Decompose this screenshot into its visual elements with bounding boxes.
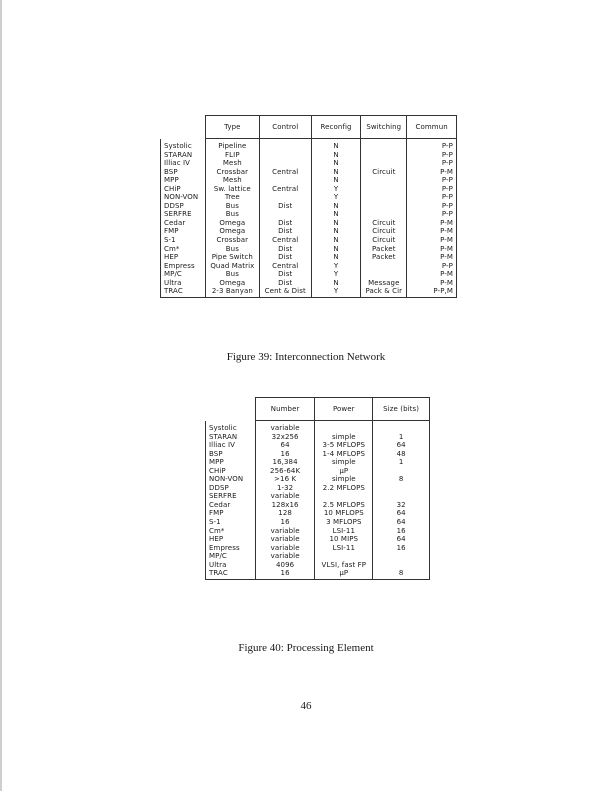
switching-cell: Circuit [361, 236, 407, 245]
power-cell: simple [315, 433, 373, 442]
reconfig-cell: N [311, 245, 361, 254]
machine-cell: NON-VON [206, 475, 256, 484]
control-cell [259, 139, 311, 151]
number-cell: variable [255, 492, 315, 501]
reconfig-cell: N [311, 219, 361, 228]
number-cell: 16 [255, 450, 315, 459]
machine-cell: Cm* [161, 245, 206, 254]
reconfig-cell: N [311, 151, 361, 160]
number-cell: variable [255, 544, 315, 553]
switching-cell [361, 159, 407, 168]
commun-cell: P-P [407, 193, 457, 202]
table-row [161, 287, 457, 297]
size-cell: 32 [373, 501, 430, 510]
power-cell: simple [315, 475, 373, 484]
machine-cell: HEP [206, 535, 256, 544]
table-row [161, 253, 457, 262]
table-row [206, 484, 430, 493]
table-row [206, 433, 430, 442]
interconnection-network-table [160, 115, 457, 298]
reconfig-cell: Y [311, 185, 361, 194]
size-cell: 64 [373, 441, 430, 450]
table-header-row [161, 116, 457, 139]
type-cell: 2-3 Banyan [205, 287, 259, 297]
size-cell [373, 484, 430, 493]
machine-cell: BSP [161, 168, 206, 177]
type-cell: Quad Matrix [205, 262, 259, 271]
table-row [161, 245, 457, 254]
reconfig-cell: N [311, 279, 361, 288]
machine-cell: Ultra [161, 279, 206, 288]
table-row [206, 492, 430, 501]
power-cell: 10 MFLOPS [315, 509, 373, 518]
machine-cell: MPP [206, 458, 256, 467]
number-cell: variable [255, 527, 315, 536]
machine-cell: Systolic [161, 139, 206, 151]
number-cell: 1-32 [255, 484, 315, 493]
commun-cell: P-M [407, 253, 457, 262]
control-cell [259, 193, 311, 202]
table-row [161, 236, 457, 245]
machine-cell: MPP [161, 176, 206, 185]
machine-cell: Illiac IV [206, 441, 256, 450]
switching-cell [361, 270, 407, 279]
reconfig-cell: N [311, 210, 361, 219]
table-row [161, 185, 457, 194]
table-row [161, 202, 457, 211]
switching-cell [361, 210, 407, 219]
reconfig-cell: N [311, 253, 361, 262]
type-cell: Crossbar [205, 236, 259, 245]
commun-cell: P-M [407, 168, 457, 177]
reconfig-cell: Y [311, 262, 361, 271]
commun-cell: P-P [407, 139, 457, 151]
table-row [206, 509, 430, 518]
reconfig-cell: N [311, 168, 361, 177]
commun-cell: P-M [407, 270, 457, 279]
header-cell-blank [206, 398, 256, 421]
commun-cell: P-M [407, 279, 457, 288]
machine-cell: TRAC [206, 569, 256, 579]
power-cell: µP [315, 467, 373, 476]
table-row [161, 279, 457, 288]
type-cell: Crossbar [205, 168, 259, 177]
switching-cell [361, 262, 407, 271]
size-cell [373, 421, 430, 433]
number-cell: 16 [255, 518, 315, 527]
switching-cell: Circuit [361, 227, 407, 236]
number-cell: 64 [255, 441, 315, 450]
reconfig-cell: N [311, 202, 361, 211]
table-row [206, 458, 430, 467]
machine-cell: FMP [206, 509, 256, 518]
size-cell: 64 [373, 535, 430, 544]
switching-cell [361, 139, 407, 151]
commun-cell: P-P [407, 262, 457, 271]
table-row [206, 475, 430, 484]
size-cell: 16 [373, 527, 430, 536]
table-row [161, 210, 457, 219]
power-cell [315, 421, 373, 433]
type-cell: Pipeline [205, 139, 259, 151]
page-number: 46 [300, 700, 312, 712]
table-row [206, 450, 430, 459]
machine-cell: SERFRE [206, 492, 256, 501]
control-cell: Cent & Dist [259, 287, 311, 297]
table-row [206, 544, 430, 553]
reconfig-cell: N [311, 159, 361, 168]
header-cell-power: Power [315, 398, 373, 421]
type-cell: Pipe Switch [205, 253, 259, 262]
power-cell [315, 492, 373, 501]
power-cell: simple [315, 458, 373, 467]
header-cell-blank [161, 116, 206, 139]
machine-cell: TRAC [161, 287, 206, 297]
machine-cell: Ultra [206, 561, 256, 570]
machine-cell: S-1 [161, 236, 206, 245]
figure-39-caption: Figure 39: Interconnection Network [226, 351, 386, 363]
control-cell [259, 159, 311, 168]
table-row [206, 518, 430, 527]
control-cell: Central [259, 168, 311, 177]
commun-cell: P-P [407, 185, 457, 194]
table-row [161, 262, 457, 271]
commun-cell: P-P [407, 202, 457, 211]
size-cell [373, 467, 430, 476]
machine-cell: Cedar [161, 219, 206, 228]
table-row [161, 139, 457, 151]
commun-cell: P-M [407, 219, 457, 228]
number-cell: >16 K [255, 475, 315, 484]
table-row [161, 193, 457, 202]
switching-cell [361, 185, 407, 194]
table-header-row [206, 398, 430, 421]
commun-cell: P-P [407, 176, 457, 185]
commun-cell: P-M [407, 245, 457, 254]
number-cell: 32x256 [255, 433, 315, 442]
header-cell-type: Type [205, 116, 259, 139]
reconfig-cell: Y [311, 287, 361, 297]
control-cell: Central [259, 236, 311, 245]
switching-cell: Packet [361, 245, 407, 254]
number-cell: variable [255, 552, 315, 561]
number-cell: 128x16 [255, 501, 315, 510]
machine-cell: FMP [161, 227, 206, 236]
size-cell: 64 [373, 518, 430, 527]
switching-cell: Packet [361, 253, 407, 262]
type-cell: Tree [205, 193, 259, 202]
commun-cell: P-P [407, 151, 457, 160]
table-row [206, 527, 430, 536]
machine-cell: Empress [206, 544, 256, 553]
number-cell: 16,384 [255, 458, 315, 467]
type-cell: Bus [205, 270, 259, 279]
switching-cell: Pack & Cir [361, 287, 407, 297]
size-cell: 1 [373, 433, 430, 442]
power-cell: LSI-11 [315, 527, 373, 536]
size-cell: 64 [373, 509, 430, 518]
table-row [161, 151, 457, 160]
table-row [161, 219, 457, 228]
table-row [161, 227, 457, 236]
type-cell: Bus [205, 202, 259, 211]
switching-cell [361, 202, 407, 211]
number-cell: variable [255, 535, 315, 544]
type-cell: Sw. lattice [205, 185, 259, 194]
switching-cell [361, 193, 407, 202]
type-cell: Mesh [205, 159, 259, 168]
commun-cell: P-P [407, 159, 457, 168]
reconfig-cell: N [311, 176, 361, 185]
power-cell: µP [315, 569, 373, 579]
table-row [161, 270, 457, 279]
switching-cell [361, 176, 407, 185]
size-cell: 16 [373, 544, 430, 553]
control-cell: Dist [259, 279, 311, 288]
table-row [206, 552, 430, 561]
reconfig-cell: Y [311, 193, 361, 202]
header-cell-size: Size (bits) [373, 398, 430, 421]
control-cell: Dist [259, 219, 311, 228]
number-cell: 256-64K [255, 467, 315, 476]
machine-cell: MP/C [161, 270, 206, 279]
machine-cell: STARAN [206, 433, 256, 442]
power-cell [315, 552, 373, 561]
control-cell [259, 210, 311, 219]
machine-cell: CHiP [206, 467, 256, 476]
table-row [206, 467, 430, 476]
switching-cell: Message [361, 279, 407, 288]
type-cell: FLIP [205, 151, 259, 160]
power-cell: 2.5 MFLOPS [315, 501, 373, 510]
type-cell: Omega [205, 279, 259, 288]
control-cell: Central [259, 185, 311, 194]
machine-cell: STARAN [161, 151, 206, 160]
number-cell: 4096 [255, 561, 315, 570]
table-row [206, 569, 430, 579]
header-cell-control: Control [259, 116, 311, 139]
commun-cell: P-M [407, 227, 457, 236]
reconfig-cell: N [311, 227, 361, 236]
type-cell: Mesh [205, 176, 259, 185]
size-cell [373, 492, 430, 501]
machine-cell: S-1 [206, 518, 256, 527]
power-cell: LSI-11 [315, 544, 373, 553]
figure-40-caption: Figure 40: Processing Element [238, 642, 374, 654]
table-row [161, 168, 457, 177]
number-cell: variable [255, 421, 315, 433]
header-cell-reconfig: Reconfig [311, 116, 361, 139]
switching-cell: Circuit [361, 219, 407, 228]
commun-cell: P-P [407, 210, 457, 219]
machine-cell: Empress [161, 262, 206, 271]
reconfig-cell: Y [311, 270, 361, 279]
size-cell: 1 [373, 458, 430, 467]
commun-cell: P-M [407, 236, 457, 245]
switching-cell [361, 151, 407, 160]
table-row [161, 176, 457, 185]
size-cell: 48 [373, 450, 430, 459]
control-cell: Dist [259, 245, 311, 254]
power-cell: 3 MFLOPS [315, 518, 373, 527]
header-cell-switching: Switching [361, 116, 407, 139]
machine-cell: CHiP [161, 185, 206, 194]
table-row [161, 159, 457, 168]
table-row [206, 421, 430, 433]
machine-cell: Illiac IV [161, 159, 206, 168]
control-cell: Dist [259, 202, 311, 211]
machine-cell: NON-VON [161, 193, 206, 202]
reconfig-cell: N [311, 236, 361, 245]
machine-cell: BSP [206, 450, 256, 459]
control-cell [259, 151, 311, 160]
power-cell: 1-4 MFLOPS [315, 450, 373, 459]
type-cell: Omega [205, 227, 259, 236]
machine-cell: DDSP [161, 202, 206, 211]
machine-cell: HEP [161, 253, 206, 262]
table-row [206, 561, 430, 570]
control-cell: Dist [259, 270, 311, 279]
size-cell [373, 552, 430, 561]
table-row [206, 501, 430, 510]
control-cell: Central [259, 262, 311, 271]
type-cell: Bus [205, 245, 259, 254]
power-cell: 2.2 MFLOPS [315, 484, 373, 493]
machine-cell: DDSP [206, 484, 256, 493]
size-cell [373, 561, 430, 570]
type-cell: Omega [205, 219, 259, 228]
control-cell: Dist [259, 253, 311, 262]
machine-cell: MP/C [206, 552, 256, 561]
machine-cell: Cedar [206, 501, 256, 510]
table-row [206, 535, 430, 544]
table-row [206, 441, 430, 450]
size-cell: 8 [373, 569, 430, 579]
power-cell: 10 MIPS [315, 535, 373, 544]
commun-cell: P-P,M [407, 287, 457, 297]
machine-cell: Systolic [206, 421, 256, 433]
control-cell [259, 176, 311, 185]
size-cell: 8 [373, 475, 430, 484]
page-edge [0, 0, 2, 791]
type-cell: Bus [205, 210, 259, 219]
power-cell: 3-5 MFLOPS [315, 441, 373, 450]
number-cell: 128 [255, 509, 315, 518]
machine-cell: SERFRE [161, 210, 206, 219]
machine-cell: Cm* [206, 527, 256, 536]
reconfig-cell: N [311, 139, 361, 151]
control-cell: Dist [259, 227, 311, 236]
processing-element-table [205, 397, 430, 580]
number-cell: 16 [255, 569, 315, 579]
power-cell: VLSI, fast FP [315, 561, 373, 570]
switching-cell: Circuit [361, 168, 407, 177]
header-cell-number: Number [255, 398, 315, 421]
header-cell-commun: Commun [407, 116, 457, 139]
